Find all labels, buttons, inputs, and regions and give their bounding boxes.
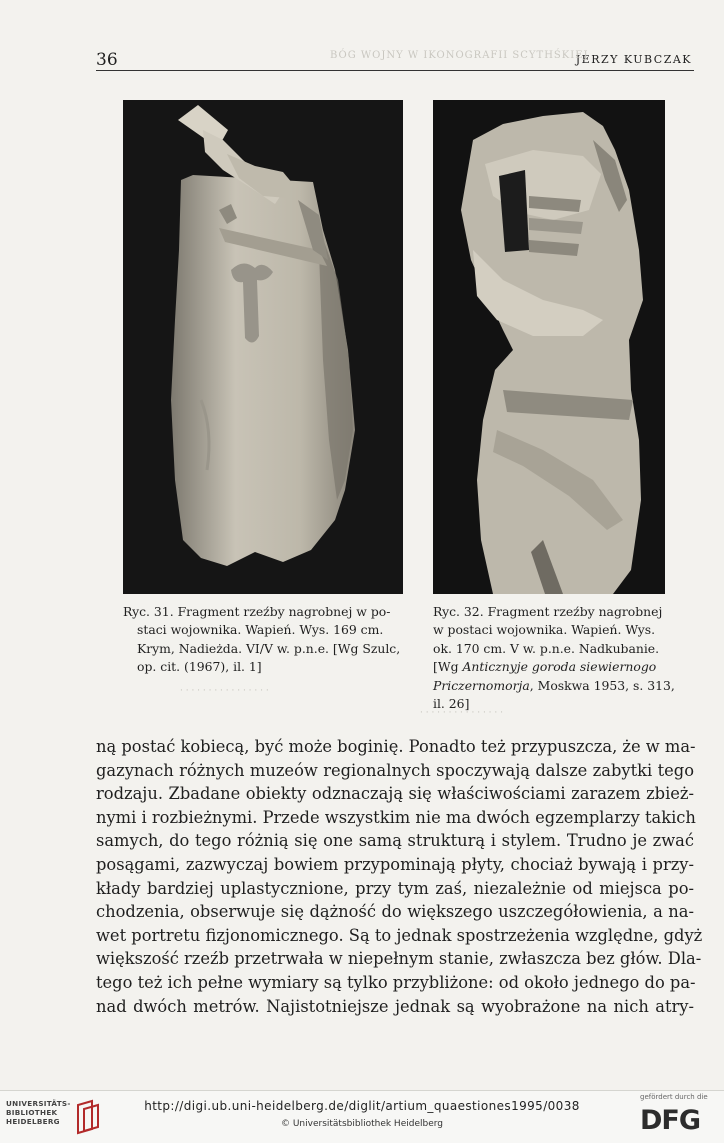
caption-title-italic: Anticznyje goroda siewiernogo [462, 659, 657, 675]
caption-line: w postaci wojownika. Wapień. Wys. [433, 622, 656, 638]
body-line: tego też ich pełne wymiary są tylko przybliżone: od około jednego do pa- [96, 972, 696, 992]
page-number: 36 [96, 50, 118, 70]
body-line: chodzenia, obserwuje się dążność do większego uszczegółowienia, a na- [96, 902, 694, 922]
copyright-notice: © Universitätsbibliothek Heidelberg [280, 1119, 443, 1129]
figure-32-photo [433, 100, 665, 594]
body-line: większość rzeźb przetrwała w niepełnym stanie, zwłaszcza bez głów. Dla- [96, 949, 702, 969]
caption-text: , Moskwa 1953, s. 313, [529, 677, 675, 693]
body-line: gazynach różnych muzeów regionalnych spoczywają dalsze zabytki tego [96, 760, 694, 780]
caption-text: [Wg [433, 659, 463, 675]
caption-title-italic: Priczernomorja [433, 677, 530, 693]
body-text [96, 735, 703, 1018]
bleed-through-header: BÓG WOJNY W IKONOGRAFII SCYTHŚKIEJ [330, 50, 589, 61]
figure-32-caption [433, 603, 673, 713]
funding-note: gefördert durch die [640, 1093, 708, 1101]
caption-line: ok. 170 cm. V w. p.n.e. Nadkubanie. [433, 640, 660, 656]
body-line: posągami, zazwyczaj bowiem przypominają płyty, chociaż bywają i przy- [96, 854, 694, 874]
viewer-footer [0, 1090, 724, 1143]
caption-line: Krym, Nadieżda. VI/V w. p.n.e. [Wg Szulc, [137, 640, 401, 656]
body-line: nad dwóch metrów. Najistotniejsze jednak są wyobrażone na nich atry- [96, 996, 694, 1016]
institution-line: UNIVERSITÄTS- [6, 1099, 71, 1108]
body-line: ną postać kobiecą, być może boginię. Ponadto też przypuszcza, że w ma- [96, 737, 696, 756]
institution-line: BIBLIOTHEK [6, 1108, 58, 1117]
funder-logo[interactable] [634, 1093, 720, 1141]
caption-line [433, 677, 673, 695]
body-line: samych, do tego różnią się one samą strukturą i stylem. Trudno je zwać [96, 831, 694, 851]
body-line: rodzaju. Zbadane obiekty odznaczają się właściwościami zarazem zbież- [96, 784, 694, 804]
bleed-through-ghost: · · · · · · · · · · · · · · · · [180, 686, 269, 696]
dfg-logo-text: DFG [640, 1105, 701, 1136]
bleed-through-ghost: · · · · · · · · · · · · · · · [420, 708, 503, 718]
body-line: wet portretu fizjonomicznego. Są to jednak spostrzeżenia względne, gdyż [96, 925, 703, 945]
body-line: nymi i rozbieżnymi. Przede wszystkim nie ma dwóch egzemplarzy takich [96, 807, 696, 827]
figure-31-caption [123, 603, 407, 677]
caption-line: staci wojownika. Wapień. Wys. 169 cm. [137, 622, 384, 638]
caption-line [433, 658, 673, 676]
institution-line: HEIDELBERG [6, 1117, 60, 1126]
figure-31-photo [123, 100, 403, 594]
caption-line: il. 26] [433, 696, 470, 712]
caption-line: Ryc. 31. Fragment rzeźby nagrobnej w po- [123, 604, 391, 619]
caption-line: op. cit. (1967), il. 1] [137, 659, 262, 675]
caption-line: Ryc. 32. Fragment rzeźby nagrobnej [433, 604, 663, 619]
permalink-url[interactable]: http://digi.ub.uni-heidelberg.de/diglit/artium_quaestiones1995/0038 [144, 1099, 580, 1113]
body-line: kłady bardziej uplastycznione, przy tym zaś, niezależnie od miejsca po- [96, 878, 694, 898]
running-head: JERZY KUBCZAK [575, 53, 692, 66]
